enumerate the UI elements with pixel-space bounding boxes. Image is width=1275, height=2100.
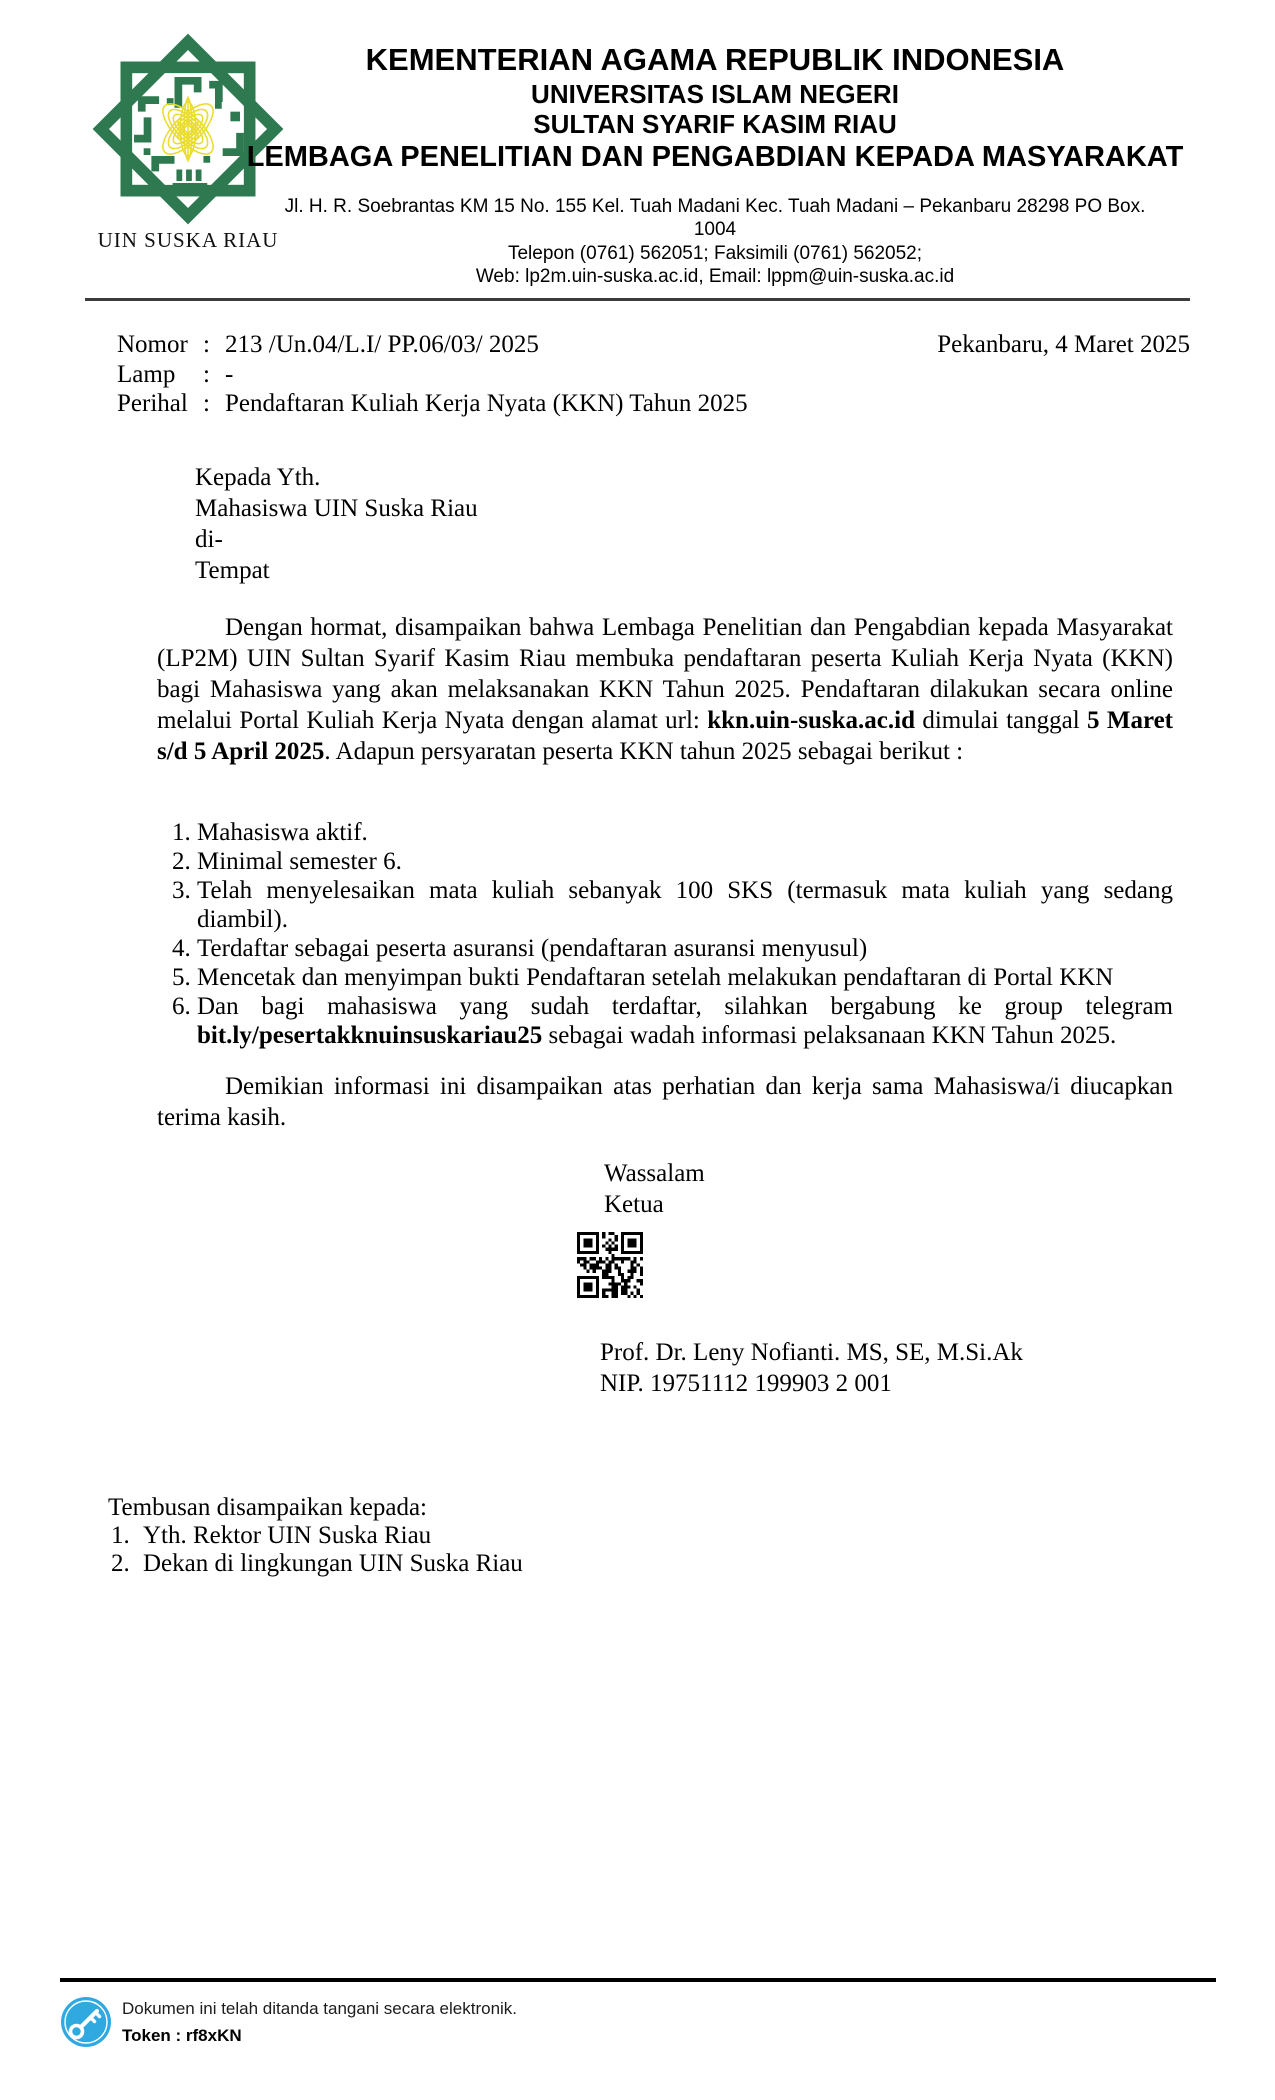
portal-url: kkn.uin-suska.ac.id (707, 707, 915, 734)
meta-colon: : (203, 331, 210, 358)
meta-colon: : (203, 360, 210, 388)
signatory-name: Prof. Dr. Leny Nofianti. MS, SE, M.Si.Ak (600, 1339, 1023, 1366)
footer-divider (60, 1978, 1216, 1982)
university-name-line1: UNIVERSITAS ISLAM NEGERI (531, 79, 899, 109)
tembusan-block (108, 1494, 523, 1578)
opening-paragraph (157, 612, 1173, 767)
token-label: Token : rf8xKN (122, 2026, 242, 2045)
tembusan-number: 2. (111, 1550, 130, 1577)
recipient-place: Tempat (195, 557, 270, 584)
closing-paragraph: Demikian informasi ini disampaikan atas perhatian dan kerja sama Mahasiswa/i diucapkan terima kasih. (157, 1073, 1173, 1131)
electronic-signature-note: Dokumen ini telah ditanda tangani secara elektronik. (122, 1999, 518, 2018)
recipient-name: Mahasiswa UIN Suska Riau (195, 495, 478, 522)
place-and-date: Pekanbaru, 4 Maret 2025 (937, 331, 1190, 358)
subject-value: Pendaftaran Kuliah Kerja Nyata (KKN) Tahun 2025 (225, 390, 748, 417)
requirement-item (157, 818, 1173, 847)
recipient-di: di- (195, 526, 223, 553)
requirement-item (157, 876, 1173, 934)
meta-row-lamp (117, 360, 1190, 390)
requirement-item (157, 934, 1173, 963)
attachment-value: - (225, 360, 234, 388)
address-line2: 1004 (693, 219, 737, 240)
requirement-text-pre: Dan bagi mahasiswa yang sudah terdaftar, silahkan bergabung ke group telegram (197, 993, 1173, 1020)
paragraph-text: Dengan hormat, disampaikan bahwa Lembaga Penelitian dan Pengabdian kepada Masyarakat (LP2M) UIN Sultan Syarif Kasim Riau membuka pendaftaran peserta Kuliah Kerja Nyata (KKN) bagi Mahasiswa yang akan melaksanakan KKN Tahun 2025. Pendaftaran dilakukan secara online melalui Portal Kuliah Kerja Nyata dengan alamat url: (157, 614, 1173, 734)
letterhead-divider (85, 298, 1190, 301)
registration-dates: 5 Maret s/d 5 April 2025 (157, 707, 1174, 765)
signatory-nip: NIP. 19751112 199903 2 001 (600, 1370, 892, 1397)
signature-block (604, 1158, 705, 1220)
paragraph-text: dimulai tanggal (915, 707, 1087, 734)
requirement-text (197, 992, 1173, 1050)
meta-label: Lamp (117, 360, 176, 388)
tembusan-item (108, 1522, 523, 1550)
qr-code (577, 1232, 643, 1298)
requirement-item (157, 847, 1173, 876)
recipient-block (195, 462, 478, 586)
requirement-item (157, 963, 1173, 992)
requirement-item (157, 992, 1173, 1050)
telegram-link: bit.ly/pesertakknuinsuskariau25 (197, 1022, 543, 1049)
meta-label: Nomor (117, 331, 188, 358)
signatory (600, 1337, 1023, 1399)
web-email-line: Web: lp2m.uin-suska.ac.id, Email: lppm@uin-suska.ac.id (475, 266, 955, 287)
requirements-list (157, 818, 1173, 1050)
letter-number: 213 /Un.04/L.I/ PP.06/03/ 2025 (225, 331, 539, 358)
requirement-number: 6. (172, 993, 191, 1020)
signature-salutation: Wassalam (604, 1160, 705, 1187)
tembusan-item (108, 1550, 523, 1578)
requirement-text-post: sebagai wadah informasi pelaksanaan KKN Tahun 2025. (542, 1022, 1117, 1049)
letter-meta (117, 330, 1190, 419)
requirement-text: Minimal semester 6. (197, 848, 402, 875)
recipient-salutation: Kepada Yth. (195, 464, 321, 491)
tembusan-text: Yth. Rektor UIN Suska Riau (143, 1522, 432, 1549)
requirement-text: Telah menyelesaikan mata kuliah sebanyak 100 SKS (termasuk mata kuliah yang sedang diambil). (197, 877, 1173, 933)
electronic-signature-key-icon (61, 1997, 111, 2047)
requirement-text: Mahasiswa aktif. (197, 819, 368, 846)
requirement-number: 4. (172, 935, 191, 962)
logo-caption: UIN SUSKA RIAU (97, 228, 279, 252)
address-line1: Jl. H. R. Soebrantas KM 15 No. 155 Kel. Tuah Madani Kec. Tuah Madani – Pekanbaru 28298 PO Box. (284, 196, 1146, 217)
requirement-number: 1. (172, 819, 191, 846)
phone-fax-line: Telepon (0761) 562051; Faksimili (0761) 562052; (507, 243, 923, 264)
tembusan-text: Dekan di lingkungan UIN Suska Riau (143, 1550, 523, 1577)
requirement-number: 3. (172, 877, 191, 904)
tembusan-title: Tembusan disampaikan kepada: (108, 1494, 427, 1521)
paragraph-text: . Adapun persyaratan peserta KKN tahun 2025 sebagai berikut : (324, 738, 964, 765)
institute-name: LEMBAGA PENELITIAN DAN PENGABDIAN KEPADA MASYARAKAT (246, 141, 1184, 173)
meta-row-perihal (117, 389, 1190, 419)
meta-label: Perihal (117, 390, 188, 417)
requirement-text: Mencetak dan menyimpan bukti Pendaftaran setelah melakukan pendaftaran di Portal KKN (197, 964, 1114, 991)
requirement-text: Terdaftar sebagai peserta asuransi (pendaftaran asuransi menyusul) (197, 935, 868, 962)
university-name-line2: SULTAN SYARIF KASIM RIAU (533, 109, 897, 139)
tembusan-number: 1. (111, 1522, 130, 1549)
meta-colon: : (203, 390, 210, 417)
ministry-name: KEMENTERIAN AGAMA REPUBLIK INDONESIA (365, 42, 1065, 77)
requirement-number: 2. (172, 848, 191, 875)
requirement-number: 5. (172, 964, 191, 991)
signature-position: Ketua (604, 1191, 664, 1218)
